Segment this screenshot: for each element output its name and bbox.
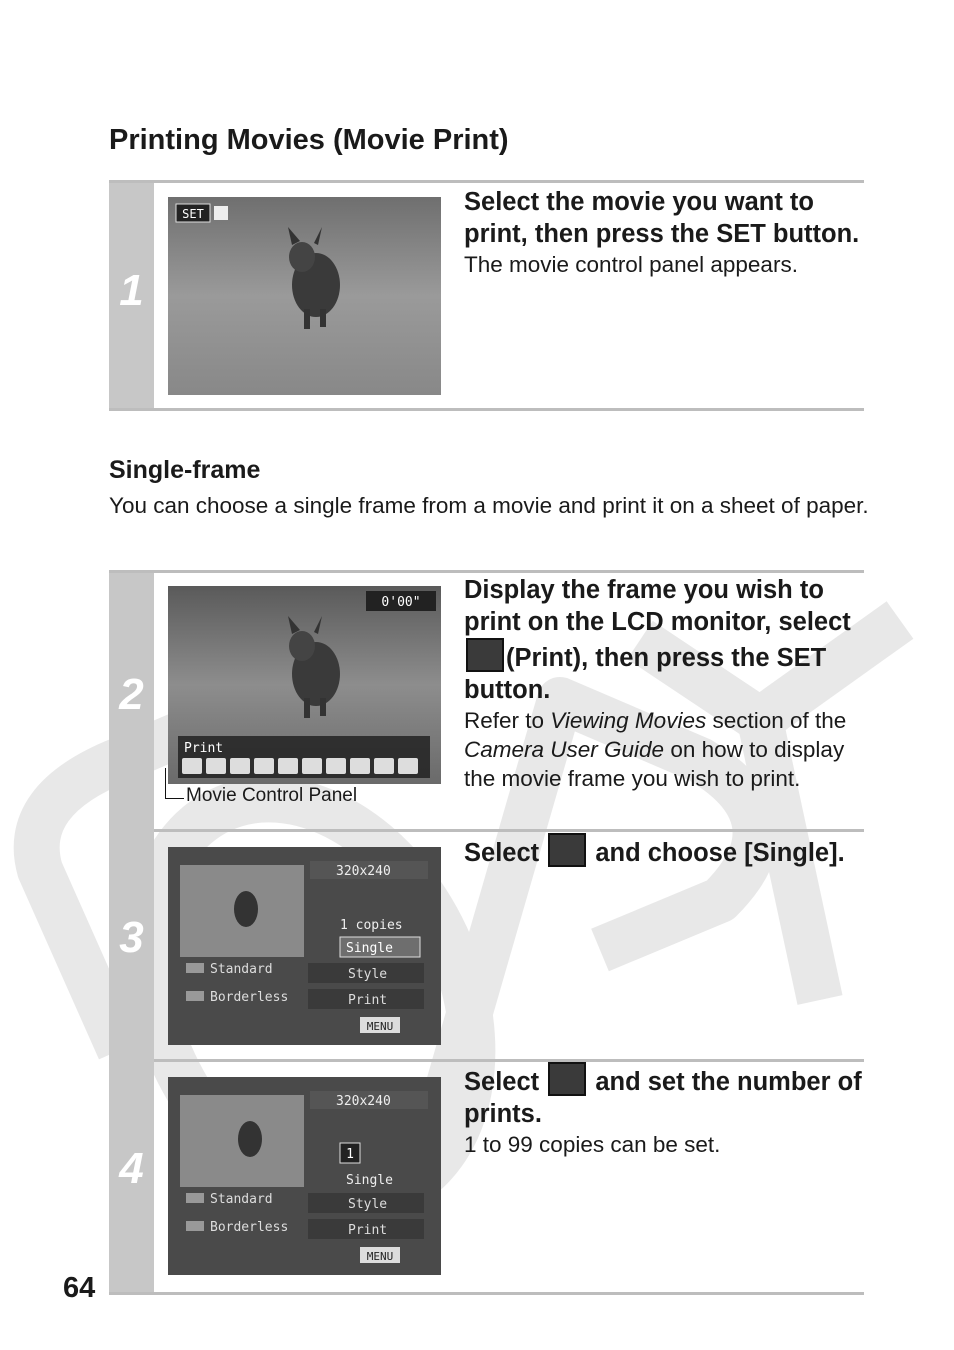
panel-label: Print [184,741,224,756]
step-heading-part2: (Print), then press the SET button. [464,644,827,704]
svg-text:Borderless: Borderless [210,990,289,1005]
svg-text:320x240: 320x240 [336,864,391,879]
divider [109,1292,864,1295]
svg-text:Standard: Standard [210,962,273,977]
svg-text:Single: Single [346,1173,393,1188]
movie-frame-screenshot [168,586,441,784]
step-body: Refer to Viewing Movies section of the Camera User Guide on how to display the movie frame you wish to print. [464,708,847,791]
svg-text:Standard: Standard [210,1192,273,1207]
step-heading-part1: Select [464,1068,540,1096]
svg-text:Print: Print [348,1223,388,1238]
print-style-icon [548,833,586,867]
section-heading: Single-frame [109,456,261,484]
print-icon [466,638,504,672]
time-readout: 0'00" [381,595,421,610]
step-number: 1 [119,266,144,315]
copies-icon [548,1062,586,1096]
svg-text:Print: Print [348,993,388,1008]
step-number: 4 [119,1144,144,1193]
svg-text:MENU: MENU [366,1250,394,1263]
svg-text:MENU: MENU [366,1020,394,1033]
step-heading: Select the movie you want to print, then press the SET button. [464,188,860,248]
step-4 [109,1058,864,1295]
step-body: The movie control panel appears. [464,252,798,277]
divider [109,570,864,573]
svg-text:Style: Style [348,1197,388,1212]
page-number: 64 [63,1272,96,1304]
step-number: 2 [119,670,144,719]
svg-text:1 copies: 1 copies [340,918,403,933]
svg-text:Style: Style [348,967,388,982]
step-number: 3 [119,913,144,962]
section-text: You can choose a single frame from a movie and print it on a sheet of paper. [109,493,869,518]
step-heading-part1: Select [464,839,540,867]
svg-text:Single: Single [346,941,393,956]
step-1 [109,180,864,411]
step-body: 1 to 99 copies can be set. [464,1132,721,1157]
set-badge: SET [182,207,204,221]
svg-text:320x240: 320x240 [336,1094,391,1109]
svg-text:Borderless: Borderless [210,1220,289,1235]
callout-label: Movie Control Panel [186,785,358,806]
step-heading-part1: Display the frame you wish to print on the LCD monitor, select [464,576,851,636]
step-3 [109,829,864,1062]
svg-text:1: 1 [346,1147,354,1162]
copies-menu-screenshot [168,1077,441,1275]
step-heading-part2: and choose [Single]. [595,839,845,867]
callout-line [165,768,184,799]
page-title: Printing Movies (Movie Print) [109,124,509,156]
divider [109,180,864,183]
print-menu-screenshot [168,847,441,1045]
divider [109,408,864,411]
movie-screenshot [168,197,441,395]
step-heading-part2: and set the number of prints. [464,1068,862,1128]
